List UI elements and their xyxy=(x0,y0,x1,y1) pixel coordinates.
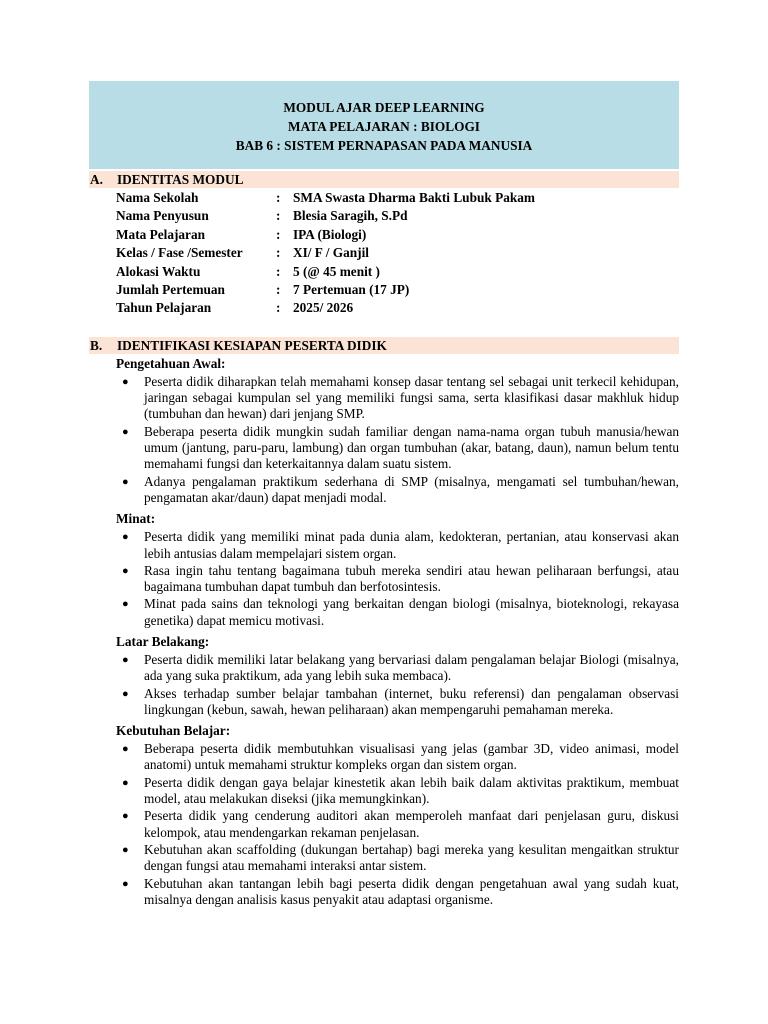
bullet-list xyxy=(89,529,679,629)
bullet-list xyxy=(89,374,679,506)
identity-separator: : xyxy=(276,190,281,205)
list-item-text: Adanya pengalaman praktikum sederhana di SMP (misalnya, mengamati sel tumbuhan/hewan, pengamatan akar/daun) dapat menjadi modal. xyxy=(144,473,679,505)
identity-row xyxy=(116,299,679,317)
list-item xyxy=(116,424,679,473)
module-title-box xyxy=(89,81,679,169)
section-a-heading xyxy=(89,171,679,188)
list-item xyxy=(116,652,679,685)
bullet-icon: ● xyxy=(122,743,129,756)
bullet-icon: ● xyxy=(122,810,129,823)
identity-value: IPA (Biologi) xyxy=(293,226,367,242)
identity-row xyxy=(116,189,679,207)
list-item xyxy=(116,563,679,596)
identity-separator: : xyxy=(276,282,281,298)
section-b-heading xyxy=(89,337,679,354)
bullet-icon: ● xyxy=(122,843,129,856)
bullet-icon: ● xyxy=(122,654,129,666)
list-item xyxy=(116,474,679,507)
list-item-text: Beberapa peserta didik membutuhkan visualisasi yang jelas (gambar 3D, video animasi, model anatomi) untuk memahami struktur kompleks organ dan sistem organ. xyxy=(144,741,679,773)
section-b-letter: B. xyxy=(90,337,103,353)
identity-row xyxy=(116,244,679,262)
section-a-title: IDENTITAS MODUL xyxy=(117,172,244,187)
list-item xyxy=(116,529,679,562)
bullet-icon: ● xyxy=(122,687,129,700)
identity-separator: : xyxy=(276,300,281,316)
list-item xyxy=(116,808,679,841)
bullet-icon: ● xyxy=(122,877,129,890)
list-item-text: Peserta didik memiliki latar belakang yang bervariasi dalam pengalaman belajar Biologi (misalnya, ada yang suka praktikum, ada yang lebih suka membaca). xyxy=(144,652,679,684)
list-item xyxy=(116,686,679,719)
bullet-list xyxy=(89,652,679,718)
bullet-icon: ● xyxy=(122,598,129,611)
list-item xyxy=(116,741,679,774)
readiness-groups xyxy=(89,355,679,908)
identity-row xyxy=(116,226,679,244)
bullet-icon: ● xyxy=(122,475,129,488)
group-heading: Latar Belakang: xyxy=(116,634,210,649)
document-page xyxy=(89,81,679,912)
bullet-icon: ● xyxy=(122,564,129,577)
list-item-text: Peserta didik yang memiliki minat pada dunia alam, kedokteran, pertanian, atau konservasi akan lebih antusias dalam mempelajari sistem organ. xyxy=(144,529,679,561)
bullet-icon: ● xyxy=(122,425,129,438)
identity-row xyxy=(116,281,679,299)
bullet-icon: ● xyxy=(122,375,129,388)
bullet-icon: ● xyxy=(122,531,129,544)
identity-value: Blesia Saragih, S.Pd xyxy=(293,208,408,224)
identity-value: 2025/ 2026 xyxy=(293,300,354,316)
list-item xyxy=(116,374,679,423)
list-item-text: Peserta didik dengan gaya belajar kinestetik akan lebih baik dalam aktivitas praktikum, membuat model, atau melakukan diseksi (jika memungkinkan). xyxy=(144,774,679,807)
identity-label: Kelas / Fase /Semester xyxy=(116,245,243,261)
group-heading: Kebutuhan Belajar: xyxy=(116,723,231,739)
identity-label: Tahun Pelajaran xyxy=(116,300,212,316)
bullet-list xyxy=(89,741,679,908)
identity-label: Mata Pelajaran xyxy=(116,226,205,242)
identity-value: 5 (@ 45 menit ) xyxy=(293,263,380,279)
identity-label: Nama Sekolah xyxy=(116,190,199,205)
identity-separator: : xyxy=(276,208,281,224)
list-item-text: Akses terhadap sumber belajar tambahan (internet, buku referensi) dan pengalaman observasi lingkungan (kebun, sawah, hewan peliharaan) akan mempengaruhi pemahaman mereka. xyxy=(144,685,679,717)
module-title: MODUL AJAR DEEP LEARNING xyxy=(283,100,485,115)
identity-value: 7 Pertemuan (17 JP) xyxy=(293,282,410,298)
identity-label: Nama Penyusun xyxy=(116,208,209,224)
list-item-text: Rasa ingin tahu tentang bagaimana tubuh mereka sendiri atau hewan peliharaan berfungsi, atau bagaimana tumbuhan dapat tumbuh dan berfotosintesis. xyxy=(144,562,679,595)
list-item-text: Minat pada sains dan teknologi yang berkaitan dengan biologi (misalnya, bioteknologi, rekayasa genetika) dapat memicu motivasi. xyxy=(144,596,679,628)
list-item xyxy=(116,842,679,875)
identity-table xyxy=(89,189,679,318)
identity-label: Jumlah Pertemuan xyxy=(116,282,225,298)
list-item-text: Beberapa peserta didik mungkin sudah familiar dengan nama-nama organ tubuh manusia/hewan umum (jantung, paru-paru, lambung) dan organ tumbuhan (akar, batang, daun), namun belum tentu memahami fungsi dan keterkaitannya dalam suatu sistem. xyxy=(144,423,679,472)
section-a-letter: A. xyxy=(90,172,103,187)
identity-separator: : xyxy=(276,226,281,242)
group-heading: Minat: xyxy=(116,511,156,527)
subject-title: MATA PELAJARAN : BIOLOGI xyxy=(288,119,480,134)
identity-row xyxy=(116,263,679,281)
list-item-text: Peserta didik yang cenderung auditori akan memperoleh manfaat dari penjelasan guru, diskusi kelompok, atau mendengarkan rekaman penjelasan. xyxy=(144,808,679,840)
identity-row xyxy=(116,207,679,225)
list-item-text: Kebutuhan akan tantangan lebih bagi peserta didik dengan pengetahuan awal yang sudah kuat, misalnya dengan analisis kasus penyakit atau adaptasi organisme. xyxy=(144,875,679,907)
list-item xyxy=(116,775,679,808)
section-b-title: IDENTIFIKASI KESIAPAN PESERTA DIDIK xyxy=(117,337,387,353)
identity-value: SMA Swasta Dharma Bakti Lubuk Pakam xyxy=(293,190,535,205)
identity-value: XI/ F / Ganjil xyxy=(293,245,369,261)
list-item xyxy=(116,876,679,909)
identity-label: Alokasi Waktu xyxy=(116,263,201,279)
list-item-text: Peserta didik diharapkan telah memahami konsep dasar tentang sel sebagai unit terkecil kehidupan, jaringan sebagai kumpulan sel yang memiliki fungsi sama, serta klasifikasi dasar makhluk hidup (tumbuhan dan hewan) dari jenjang SMP. xyxy=(144,373,679,422)
bullet-icon: ● xyxy=(122,776,129,789)
list-item xyxy=(116,596,679,629)
identity-separator: : xyxy=(276,245,281,261)
list-item-text: Kebutuhan akan scaffolding (dukungan bertahap) bagi mereka yang kesulitan mengaitkan struktur dengan fungsi atau memahami interaksi antar sistem. xyxy=(144,841,679,874)
chapter-title: BAB 6 : SISTEM PERNAPASAN PADA MANUSIA xyxy=(235,138,533,153)
identity-separator: : xyxy=(276,263,281,279)
group-heading: Pengetahuan Awal: xyxy=(116,355,226,371)
